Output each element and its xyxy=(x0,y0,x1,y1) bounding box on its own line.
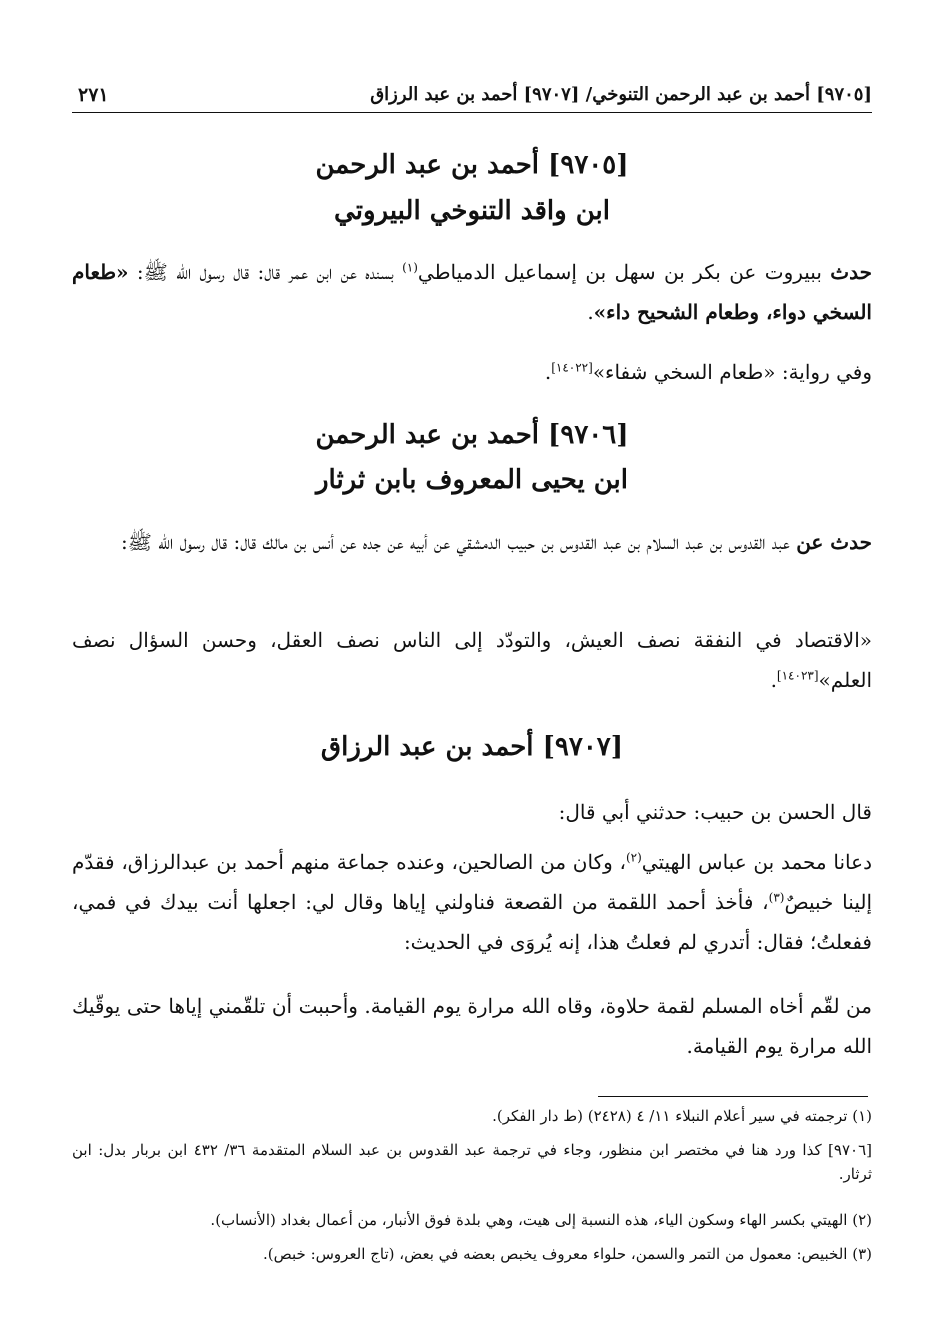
footnote-ref[interactable]: (٣) xyxy=(768,890,785,905)
page-number: ٢٧١ xyxy=(78,84,109,106)
footnote-3: (٣) الخبيص: معمول من التمر والسمن، حلواء معروف يخبص بعضه في بعض، (تاج العروس: خبص). xyxy=(263,1245,872,1263)
entry-9705-title-line2: ابن واقد التنوخي البيروتي xyxy=(334,196,610,226)
paragraph-text: ، فأخذ أحمد اللقمة من القصعة فناولني إياها وقال لي: اجعلها أنت بيدك في فمي، ففعلتُ؛ فقال: أتدري لم فعلتُ هذا، إنه يُروَى في الحديث: xyxy=(72,890,872,954)
running-header xyxy=(72,78,872,113)
entry-9707-paragraph-2 xyxy=(72,842,872,962)
paragraph-text: قال الحسن بن حبيب: حدثني أبي قال: xyxy=(558,800,872,824)
lead-word: حدث عن xyxy=(796,530,872,554)
hadith-quote: «طعام السخي دواء، وطعام الشحيح داء» xyxy=(72,260,872,324)
entry-9706-title-line2: ابن يحيى المعروف بابن ثرثار xyxy=(315,465,629,495)
footnote-9706: [٩٧٠٦] كذا ورد هنا في مختصر ابن منظور، وجاء في ترجمة عبد القدوس بن عبد السلام المتقدمة ٣٦/ ٤٣٢ ابن بربار بدل: ابن ثرثار. xyxy=(72,1141,872,1183)
footnote-ref[interactable]: (٢) xyxy=(625,850,642,865)
footnote-1: (١) ترجمته في سير أعلام النبلاء ١١/ ٤ (٢٤٢٨) (ط دار الفكر). xyxy=(492,1107,872,1125)
paragraph-text: ببيروت عن بكر بن سهل بن إسماعيل الدمياطي xyxy=(417,260,831,284)
entry-9705-title-line1: [٩٧٠٥] أحمد بن عبد الرحمن xyxy=(315,150,629,180)
entry-9707-title: [٩٧٠٧] أحمد بن عبد الرزاق xyxy=(320,732,624,762)
hadith-number: [١٤٠٢٣] xyxy=(776,668,819,683)
hadith-number: [١٤٠٢٢] xyxy=(551,360,593,375)
entry-9705-paragraph-2 xyxy=(72,352,872,392)
paragraph-text: دعانا محمد بن عباس الهيتي xyxy=(641,850,872,874)
footnote-divider xyxy=(598,1096,868,1097)
paragraph-end: . xyxy=(544,360,552,384)
running-title: [٩٧٠٥] أحمد بن عبد الرحمن التنوخي/ [٩٧٠٧] أحمد بن عبد الرزاق xyxy=(370,84,872,105)
footnote-ref[interactable]: (١) xyxy=(402,260,418,275)
paragraph-text: ، وكان من الصالحين، وعنده جماعة منهم أحمد بن عبدالرزاق، فقدّم إلينا خبيصٌ xyxy=(72,850,872,914)
entry-9707-paragraph-3 xyxy=(72,986,872,1066)
paragraph-text: بسنده عن ابن عمر قال: قال رسول الله ﷺ: xyxy=(128,260,403,284)
footnote-2: (٢) الهيتي بكسر الهاء وسكون الياء، هذه النسبة إلى هيت، وهي بلدة فوق الأنبار، من أعمال بغداد (الأنساب). xyxy=(210,1211,872,1229)
paragraph-text: «الاقتصاد في النفقة نصف العيش، والتودّد إلى الناس نصف العقل، وحسن السؤال نصف العلم» xyxy=(72,628,872,692)
entry-9706-title-line1: [٩٧٠٦] أحمد بن عبد الرحمن xyxy=(315,420,629,450)
lead-word: حدث xyxy=(830,260,872,284)
paragraph-end: . xyxy=(587,300,594,324)
paragraph-text: وفي رواية: «طعام السخي شفاء» xyxy=(592,360,872,384)
entry-9707-paragraph-1 xyxy=(72,792,872,832)
paragraph-text: عبد القدوس بن عبد السلام بن عبد القدوس بن حبيب الدمشقي عن أبيه عن جده عن أنس بن مالك قال: قال رسول الله ﷺ: xyxy=(121,530,797,554)
entry-9706-paragraph-1 xyxy=(72,522,872,562)
entry-9705-paragraph-1 xyxy=(72,252,872,332)
entry-9706-paragraph-2 xyxy=(72,620,872,700)
paragraph-text: من لقّم أخاه المسلم لقمة حلاوة، وقاه الله مرارة يوم القيامة. وأحببت أن تلقّمني إياها حتى يوقّيك الله مرارة يوم القيامة. xyxy=(72,994,872,1058)
paragraph-end: . xyxy=(770,668,777,692)
